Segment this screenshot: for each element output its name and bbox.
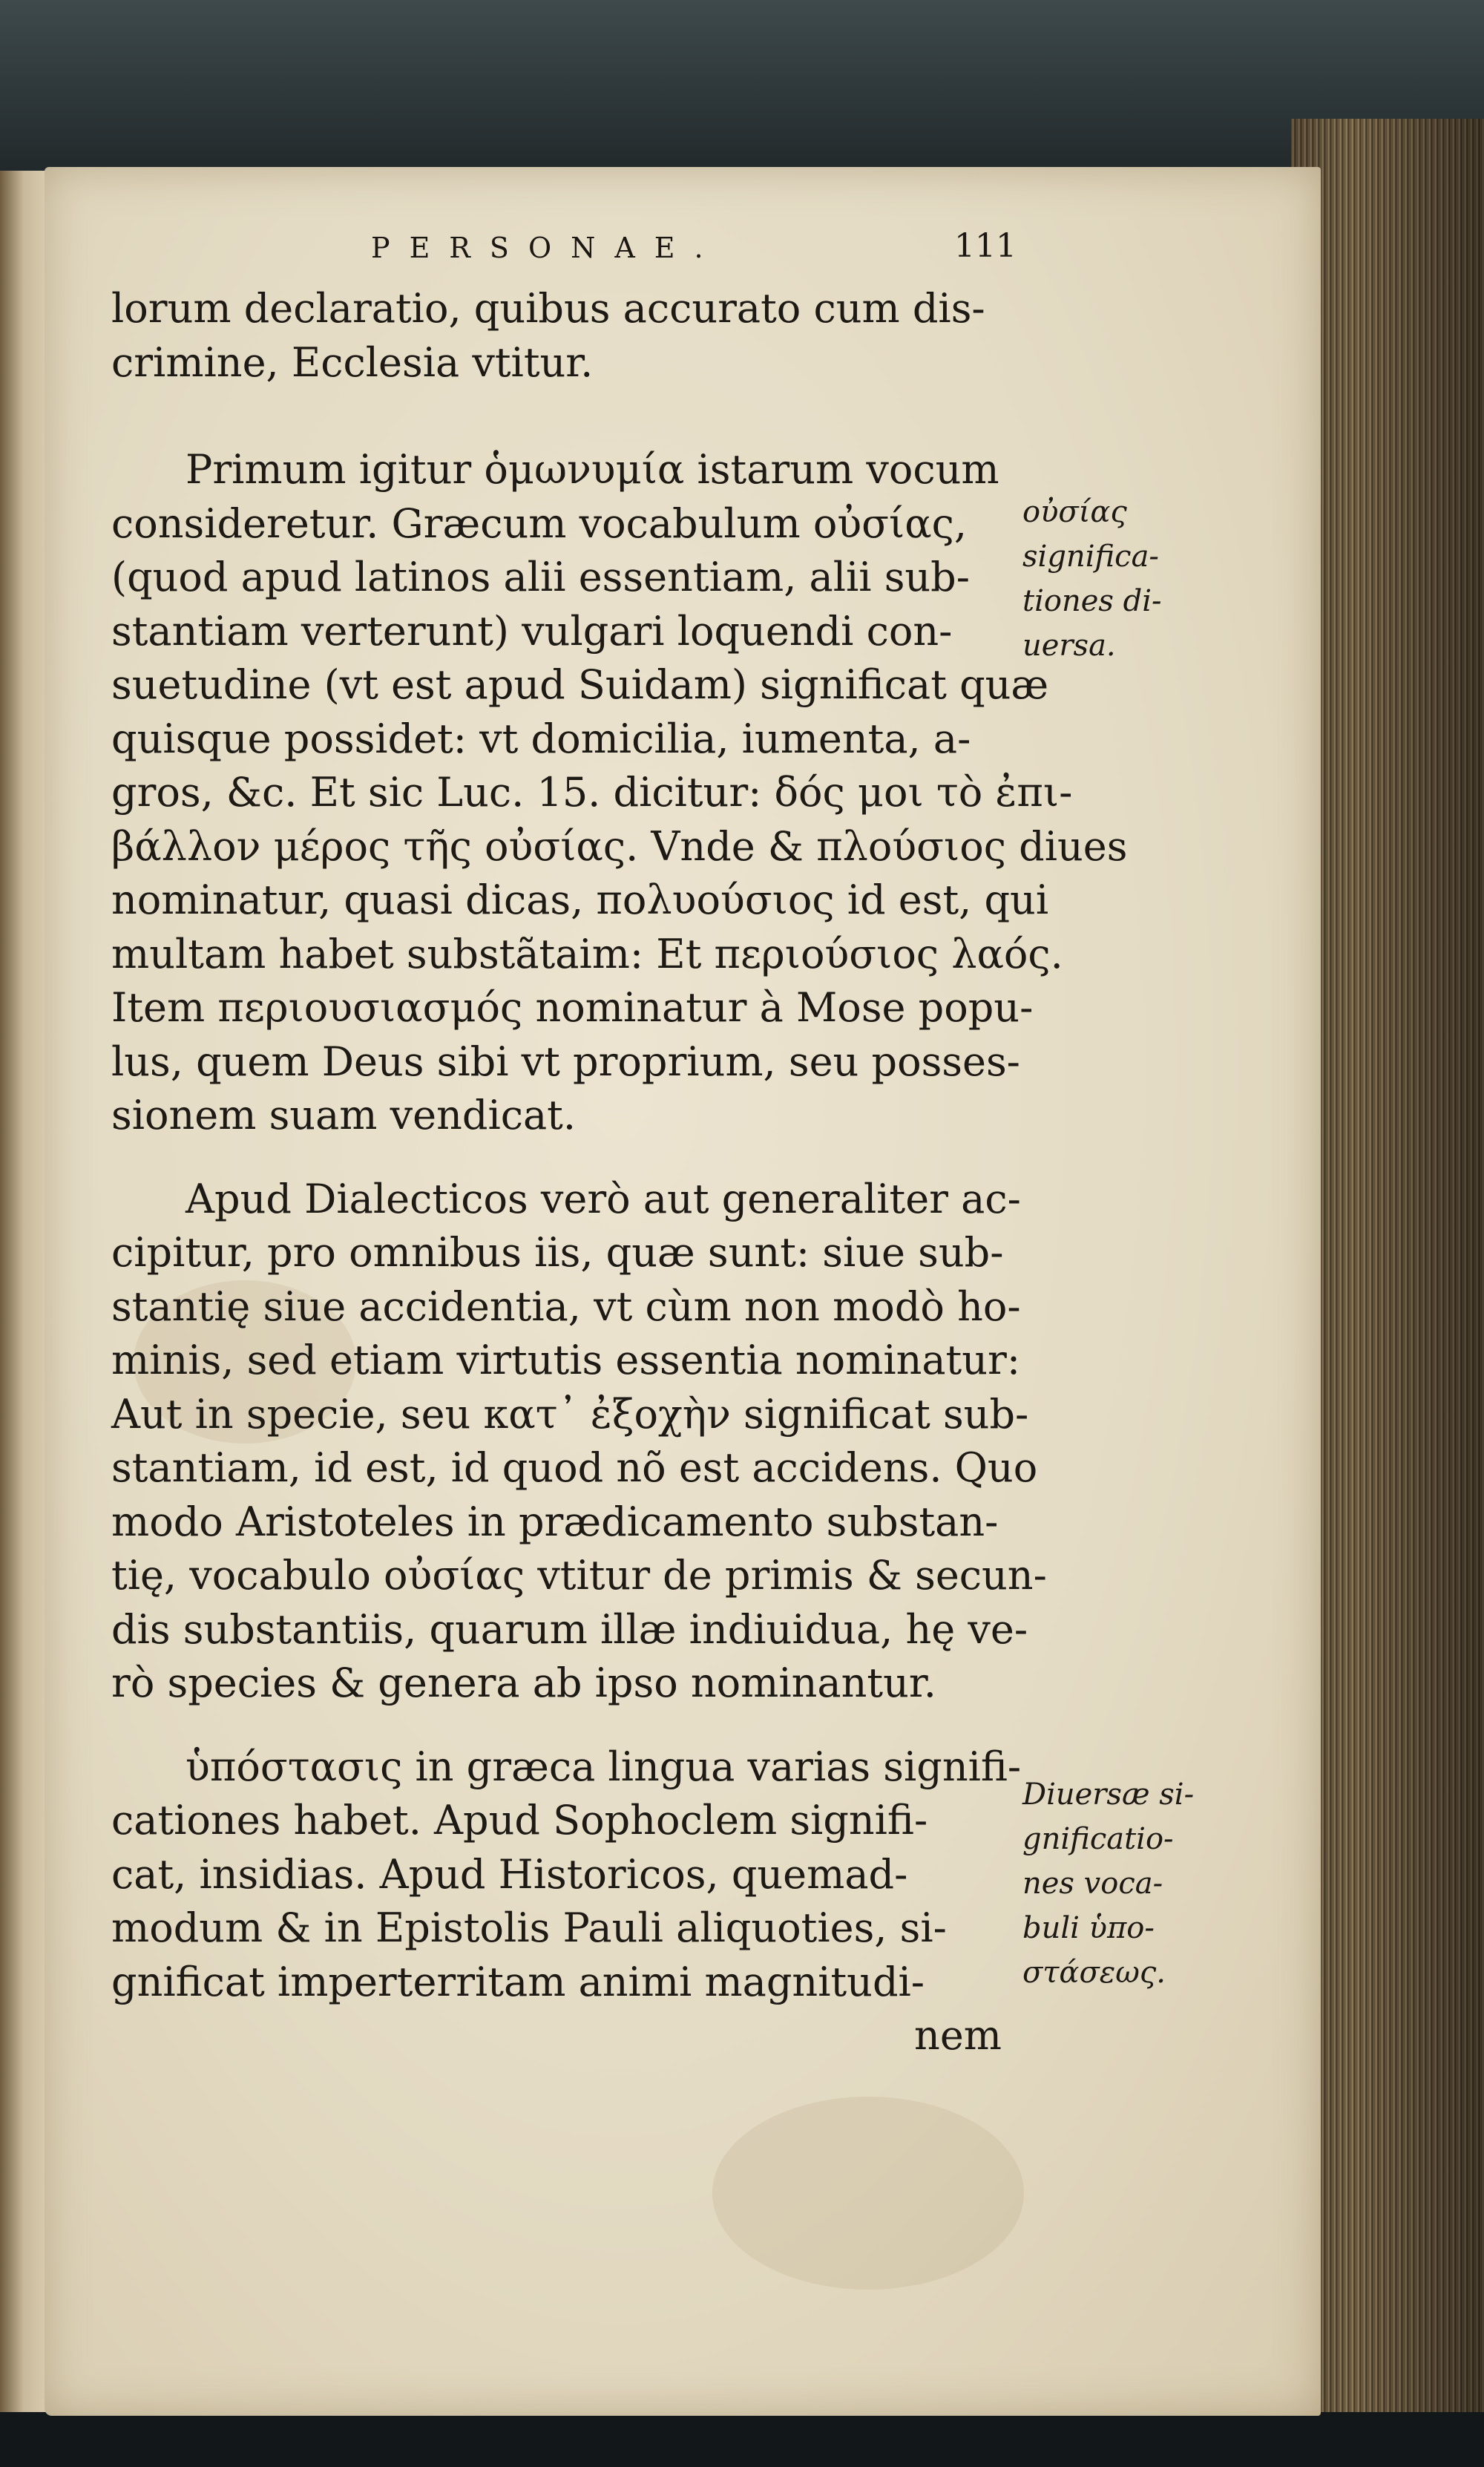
note-line: buli ὑπο- <box>1022 1911 1155 1945</box>
note-line: uersa. <box>1022 629 1116 663</box>
text-line: lus, quem Deus sibi vt proprium, seu posses- <box>111 1038 1020 1085</box>
note-line: tiones di- <box>1022 584 1162 618</box>
text-line: Apud Dialecticos verò aut generaliter ac- <box>186 1175 1021 1222</box>
text-line: gros, &c. Et sic Luc. 15. dicitur: δός μοι τὸ ἐπι- <box>111 769 1073 816</box>
text-line: tię, vocabulo οὐσίας vtitur de primis & secun- <box>111 1552 1047 1599</box>
text-line: sionem suam vendicat. <box>111 1092 577 1139</box>
marginal-note-ousia <box>1022 490 1193 712</box>
text-line: cationes habet. Apud Sophoclem signifi- <box>111 1797 928 1844</box>
text-line: stantię siue accidentia, vt cùm non modò ho- <box>111 1282 1021 1330</box>
text-line: Item περιουσιασμός nominatur à Mose popu- <box>111 984 1034 1031</box>
text-line: Aut in specie, seu κατ᾽ ἐξοχὴν significat sub- <box>111 1390 1029 1438</box>
text-line: multam habet substãtaim: Et περιούσιος λαός. <box>111 930 1063 977</box>
note-line: στάσεως. <box>1022 1956 1166 1990</box>
running-title: PERSONAE. <box>371 232 723 264</box>
text-line: consideretur. Græcum vocabulum οὐσίας, <box>111 499 968 547</box>
text-line: quisque possidet: vt domicilia, iumenta, a- <box>111 715 971 762</box>
text-line: cat, insidias. Apud Historicos, quemad- <box>111 1850 908 1898</box>
text-line: nominatur, quasi dicas, πολυούσιος id est, qui <box>111 877 1049 923</box>
note-line: significa- <box>1022 540 1159 574</box>
paragraph-dialectics <box>111 1173 1047 1711</box>
text-line: modum & in Epistolis Pauli aliquoties, si- <box>111 1904 947 1951</box>
text-line: ὑπόστασις in græca lingua varias signifi- <box>186 1743 1022 1790</box>
paragraph-hypostasis <box>111 1740 1022 2063</box>
text-line: stantiam, id est, id quod nõ est accidens. Quo <box>111 1444 1038 1491</box>
text-line: suetudine (vt est apud Suidam) significat quæ <box>111 661 1049 708</box>
text-line: cipitur, pro omnibus iis, quæ sunt: siue sub- <box>111 1229 1004 1276</box>
note-line: Diuersæ si- <box>1022 1778 1195 1812</box>
note-line: nes voca- <box>1022 1867 1163 1901</box>
text-line: dis substantiis, quarum illæ indiuidua, hę ve- <box>111 1605 1028 1653</box>
text-line: Primum igitur ὁμωνυμία istarum vocum <box>186 446 999 493</box>
note-line: gnificatio- <box>1022 1822 1174 1856</box>
text-line: gnificat imperterritam animi magnitudi- <box>111 1958 925 2005</box>
book-background-top <box>0 0 1484 186</box>
page-number: 111 <box>954 227 1017 265</box>
marginal-note-hypostasis <box>1022 1772 1245 1995</box>
text-line: minis, sed etiam virtutis essentia nominatur: <box>111 1337 1021 1383</box>
paragraph-intro <box>111 282 1002 390</box>
book-background-bottom <box>0 2412 1484 2467</box>
note-line: οὐσίας <box>1022 495 1127 529</box>
text-line: lorum declaratio, quibus accurato cum dis- <box>111 285 985 332</box>
catchword: nem <box>914 2012 1002 2059</box>
text-line: rò species & genera ab ipso nominantur. <box>111 1660 936 1706</box>
text-line: stantiam verterunt) vulgari loquendi con- <box>111 607 953 655</box>
text-line: βάλλον μέρος τῆς οὐσίας. Vnde & πλούσιος diues <box>111 822 1128 870</box>
text-line: crimine, Ecclesia vtitur. <box>111 338 594 386</box>
text-line: modo Aristoteles in prædicamento substan- <box>111 1498 999 1545</box>
text-line: (quod apud latinos alii essentiam, alii sub- <box>111 554 970 600</box>
